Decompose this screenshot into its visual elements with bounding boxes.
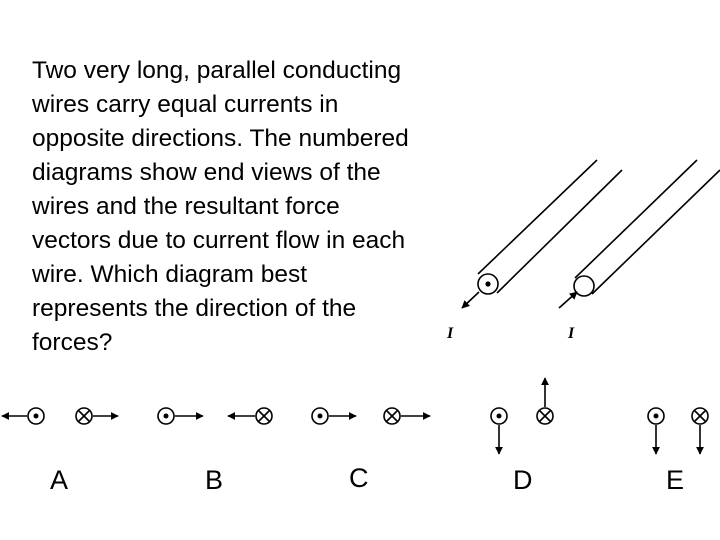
force-arrow [559, 292, 577, 308]
question-line: opposite directions. The numbered [32, 125, 409, 152]
question-line: vectors due to current flow in each [32, 227, 406, 254]
current-in-cross-icon [694, 410, 706, 422]
current-in-cross-icon [78, 410, 90, 422]
current-out-dot-icon [318, 414, 323, 419]
wire-left [462, 160, 622, 308]
question-line: wire. Which diagram best [32, 261, 308, 288]
question-line: represents the direction of the [32, 295, 357, 322]
option-a-label[interactable]: A [50, 465, 69, 495]
force-arrow [462, 292, 479, 308]
current-out-dot-icon [654, 414, 659, 419]
current-label-right: I [568, 325, 575, 342]
question-line: wires and the resultant force [32, 193, 340, 220]
current-in-cross-icon [386, 410, 398, 422]
question-line: forces? [32, 329, 113, 356]
option-b-diagram [158, 408, 272, 424]
current-out-dot-icon [497, 414, 502, 419]
option-d-diagram [491, 378, 553, 454]
option-a-diagram [2, 408, 118, 424]
option-e-label[interactable]: E [666, 465, 685, 495]
option-c-label[interactable]: C [349, 463, 369, 493]
question-line: diagrams show end views of the [32, 159, 381, 186]
question-line: Two very long, parallel conducting [32, 57, 402, 84]
option-e-diagram [648, 408, 708, 454]
current-in-cross-icon [258, 410, 270, 422]
option-c-diagram [312, 408, 430, 424]
current-in-cross-icon [539, 410, 551, 422]
current-out-dot-icon [485, 281, 490, 286]
wire-right [559, 160, 720, 308]
option-b-label[interactable]: B [205, 465, 224, 495]
current-label-left: I [447, 325, 454, 342]
current-out-dot-icon [164, 414, 169, 419]
option-d-label[interactable]: D [513, 465, 533, 495]
current-out-dot-icon [34, 414, 39, 419]
parallel-wires-figure [462, 160, 720, 308]
question-line: wires carry equal currents in [32, 91, 339, 118]
